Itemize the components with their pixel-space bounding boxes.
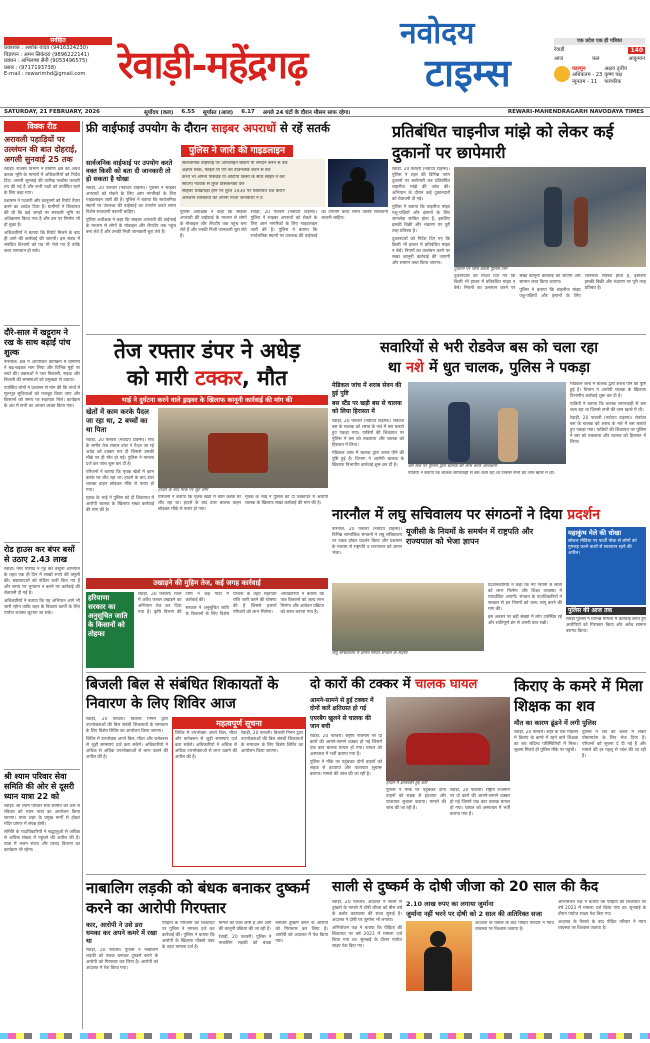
tag-line: अनुसूचित जाति	[88, 612, 128, 620]
publisher-line: विज्ञापन : अमन सिकंदरा (9896222141)	[4, 51, 90, 58]
paragraph: रेवाड़ी, 20 फरवरी (नवोदय टाइम्स)। रोडवेज बस के चालक को शराब के नशे में बस चलाते हुए पकड़ा गया। यात्रियों की शिकायत पर पुलिस ने बस को रुकवाया और चालक को हिरासत में लिया।	[570, 416, 646, 445]
crop-tag	[86, 592, 134, 668]
headline-line: तेज रफ्तार डंपर ने अधेड़	[113, 339, 301, 363]
publisher-line: प्रबंधन : अभिलाषा सैनी (9053496575)	[4, 58, 88, 65]
paragraph: प्रदर्शनकारियों ने कहा कि नए नियमों से छात्रों को लाभ मिलेगा और शिक्षा व्यवस्था में पारदर्शिता आएगी। संगठन के पदाधिकारियों ने सरकार से इन नियमों को जल्द लागू करने की मांग की।	[488, 583, 562, 612]
sidebar-story-body	[4, 167, 80, 323]
collision-deck: एयरबैग खुलने से चालक की जान बची	[310, 715, 371, 730]
paragraph: परिजनों ने बताया कि मृतक खेतों में काम करके घर लौट रहा था। हादसे के बाद डंपर चालक वाहन छोड़कर मौके से फरार हो गया।	[86, 470, 154, 493]
paragraph: रेवाड़ी, 20 फरवरी (नवोदय टाइम्स)। पुलिस ने साइबर अपराधों को रोकने के लिए आम नागरिकों के लिए गाइडलाइन जारी की है। पुलिस ने बताया कि सार्वजनिक स्थानों पर उपलब्ध फ्री वाईफाई का उपयोग करते समय विशेष सावधानी बरतनी चाहिए।	[250, 210, 388, 239]
kidnap-story	[86, 878, 328, 1028]
date-strip	[0, 107, 650, 117]
dumper-story	[86, 338, 328, 576]
panchang-month: फाल्गुन	[572, 65, 586, 72]
paragraph: रेवाड़ी, 20 फरवरी। पुलिस ने नाबालिग लड़की को बंधक बनाकर दुष्कर्म करने के आरोपी को गिरफ्तार कर लिया है। आरोपी को अदालत में पेश किया गया।	[218, 921, 328, 946]
paragraph: अधिकारियों ने बताया कि रिपोर्ट मिलने के बाद ही आगे की कार्रवाई की जाएगी। इस संबंध में संबंधित विभागों को पत्र भी भेजे गए हैं ताकि जल्द समाधान हो सके।	[4, 231, 80, 254]
paragraph: रेवाड़ी, 20 फरवरी। राष्ट्रीय राजमार्ग पर दो कारों की आमने-सामने टक्कर हो गई जिसमें एक कार चालक घायल हो गया। घायल को अस्पताल में भर्ती कराया गया है।	[450, 788, 510, 817]
masthead	[0, 0, 650, 116]
kidnap-deck: कार, आरोपी ने उसे डरा धमका कर अपने कमरे में रखा था	[86, 921, 157, 945]
electric-notice-body	[173, 729, 305, 865]
sentence-story	[332, 878, 646, 1028]
aqi-value: 140	[630, 47, 643, 54]
bullet-item: कभी भी अपना पासवर्ड या ओटीपी किसी के साथ साझा न करें	[182, 175, 285, 180]
headline-part: साइबर अपराधों	[211, 121, 277, 135]
sentence-deck: जुर्माना नहीं भरने पर दोषी को 2 साल की अतिरिक्त सजा	[406, 910, 542, 918]
cyber-deck: सार्वजनिक वाईफाई पर उपयोग करते वक्त किसी को बता दी जानकारी तो हो सकता है धोखा	[86, 159, 173, 183]
headline-part: था	[387, 360, 406, 376]
edition-box	[554, 38, 645, 100]
dumper-photo	[158, 408, 328, 488]
paragraph: अभियोजन पक्ष ने बताया कि पीड़िता की शिकायत पर वर्ष 2023 में मामला दर्ज किया गया था। सुनवाई के दौरान पर्याप्त साक्ष्य पेश किए गए।	[332, 926, 402, 949]
paragraph: उपस्थित लोगों ने प्रशासन से मांग की कि गांवों में मूलभूत सुविधाओं को मजबूत किया जाए और किसानों को समय पर सहायता मिले। कार्यक्रम के अंत में सभी का आभार व्यक्त किया गया।	[4, 386, 80, 409]
paragraph: इस अवसर पर बड़ी संख्या में लोग उपस्थित रहे और शांतिपूर्ण ढंग से अपनी बात रखी।	[488, 615, 562, 626]
paragraph: पुलिस ने मौके पर पहुंचकर दोनों वाहनों को सड़क से हटवाया और यातायात सुचारू कराया। मामले की जांच की जा रही है।	[310, 760, 382, 777]
cyber-headline	[86, 121, 388, 136]
sentence-headline: साली से दुष्कर्म के दोषी जीजा को 20 साल की कैद	[332, 879, 599, 895]
narnaul-subhead: यूजीसी के नियमों के समर्थन में राष्ट्रपति और राज्यपाल को भेजा ज्ञापन	[406, 527, 534, 546]
sentence-body	[332, 900, 402, 1018]
paragraph: मृतक के भाई ने पुलिस को दी शिकायत में आरोपी चालक के खिलाफ सख्त कार्रवाई की मांग की है।	[245, 495, 328, 506]
paragraph: मृतक के भाई ने पुलिस को दी शिकायत में आरोपी चालक के खिलाफ सख्त कार्रवाई की मांग की है।	[86, 496, 154, 513]
date-en: SATURDAY, 21 FEBRUARY, 2026	[4, 109, 100, 115]
sun-icon	[554, 66, 570, 82]
notice-box	[566, 527, 646, 605]
city-name: रेवाड़ी	[554, 47, 565, 53]
sunrise-label: सूर्योदय (कल)	[144, 110, 174, 116]
bullet-item: साइबर धोखाधड़ी होने पर तुरंत 1930 पर शिकायत दर्ज कराएं	[182, 189, 285, 194]
paragraph: रेवाड़ी, 20 फरवरी। बिजली निगम द्वारा उपभोक्ताओं की बिल संबंधी शिकायतों के समाधान के लिए विशेष शिविर का आयोजन किया जाएगा।	[241, 731, 303, 754]
dumper-subhead: भाई ने दुर्घटना करने वाले ड्राइवर के खिलाफ कानूनी कार्रवाई की मांग की	[86, 395, 328, 405]
paragraph: रेवाड़ी, 20 फरवरी। शहर के एक मोहल्ले में किराए के कमरे में रहने वाले शिक्षक का शव संदिग्ध परिस्थितियों में मिला। सूचना मिलते ही पुलिस मौके पर पहुंची।	[514, 730, 578, 753]
police-box-body: रेवाड़ी पुलिस ने विभिन्न मामलों में कार्रवाई करते हुए आरोपियों को गिरफ्तार किया और अवैध सामान बरामद किया।	[566, 617, 646, 634]
roadways-headline	[332, 338, 646, 378]
paragraph: पुलिस ने बताया कि चाइनीज मांझा पशु-पक्षियों और इंसानों के लिए जानलेवा साबित होता है, इसलिए इसकी बिक्री और भंडारण पर पूरी तरह प्रतिबंध है।	[519, 274, 646, 299]
sidebar-story-title: श्री श्याम परिवार सेवा समिति की ओर से दूसरी ध्यान यात्रा 22 को	[4, 772, 75, 801]
manjha-story	[392, 121, 646, 333]
paragraph: रेवाड़ी, 20 फरवरी (नवोदय टाइम्स)। रोडवेज बस के चालक को शराब के नशे में बस चलाते हुए पकड़ा गया। यात्रियों की शिकायत पर पुलिस ने बस को रुकवाया और चालक को हिरासत में लिया।	[332, 419, 404, 448]
kidnap-body	[162, 921, 328, 1021]
electric-body	[86, 717, 168, 867]
dumper-body	[158, 495, 328, 557]
paragraph: अधिकारियों ने बताया कि पात्र किसानों को जल्द लाभ मिलेगा और आवेदन प्रक्रिया को सरल बनाया गया है।	[280, 592, 324, 615]
sidebar-story-body	[4, 804, 80, 1029]
tag-line: के किसानों को	[88, 621, 125, 629]
bullet-item: संदिग्ध नेटवर्क से तुरंत डिसकनेक्ट करें	[182, 182, 245, 187]
rent-deck: मौत का कारण ढूंढने में लगी पुलिस	[514, 719, 597, 727]
paragraph: रेवाड़ी, 20 फरवरी। राष्ट्रीय राजमार्ग पर दो कारों की आमने-सामने टक्कर हो गई जिसमें एक कार चालक घायल हो गया। घायल को अस्पताल में भर्ती कराया गया है।	[310, 734, 382, 757]
tag-line: सरकार का	[88, 603, 116, 611]
tag-line: तोहफा	[88, 630, 105, 638]
notice-title: महत्वपूर्ण सूचना	[173, 718, 305, 729]
sidebar-story-title: दौरे-साल में खट्टूराम ने रख के साथ बढ़ाईं पांच शुल्क	[4, 328, 71, 357]
headline-part: , मौत	[241, 366, 288, 390]
paragraph: रेवाड़ी, 20 फरवरी। जिले में अवैध फसल उखाड़ने का अभियान तेज कर दिया गया है। कृषि विभाग की टीमों ने कई गांवों में कार्रवाई की।	[138, 592, 229, 615]
paragraph: दुकानदारों को निर्देश दिए गए कि किसी भी हालत में प्रतिबंधित मांझा न बेचें। नियमों का उल्लंघन करने पर सख्त कानूनी कार्रवाई की जाएगी और सामान जब्त किया जाएगा।	[392, 237, 450, 266]
paragraph: पीड़िता के परिजनों की शिकायत पर पुलिस ने मामला दर्ज कर कार्रवाई की। पुलिस ने बताया कि आरोपी के खिलाफ पॉक्सो एक्ट के तहत मामला दर्ज है।	[162, 921, 215, 950]
title-part2-bottom: टाइम्स	[425, 50, 511, 95]
rent-headline: किराए के कमरे में मिला शिक्षक का शव	[514, 677, 643, 715]
notice-box-body: सोशल मीडिया पर फर्जी पोस्ट से लोगों को गुमराह करने वालों से सावधान रहने की अपील।	[568, 539, 637, 556]
silhouette-photo	[406, 921, 472, 991]
paper-name-en: REWARI-MAHENDRAGARH NAVODAYA TIMES	[507, 109, 644, 115]
roadways-story	[332, 338, 646, 500]
paragraph: सरकार ने अनुसूचित जाति के किसानों के लिए विशेष योजना के तहत सहायता राशि जारी करने की घोषणा की है जिससे हजारों परिवारों को लाभ मिलेगा।	[185, 592, 277, 617]
paragraph: अधिकारियों ने बताया कि यह अभियान आगे भी जारी रहेगा ताकि शहर के विकास कार्यों के लिए पर्याप्त राजस्व जुटाया जा सके।	[4, 599, 80, 616]
paragraph: मेडिकल जांच में चालक द्वारा शराब पीने की पुष्टि हुई है। विभाग ने आरोपी चालक के खिलाफ विभागीय कार्रवाई शुरू कर दी है।	[332, 451, 404, 468]
hacker-photo	[328, 159, 388, 207]
paragraph: पुलिस ने मौके पर पहुंचकर दोनों वाहनों को सड़क से हटवाया और यातायात सुचारू कराया। मामले की जांच की जा रही है।	[386, 788, 446, 811]
paragraph: शिविर में उपभोक्ता अपने बिल, मीटर और कनेक्शन से जुड़ी समस्याएं दर्ज करा सकेंगे। अधिकारियों ने अधिक से अधिक उपभोक्ताओं से लाभ उठाने की अपील की है।	[86, 737, 168, 760]
kidnap-headline: नाबालिग लड़की को बंधक बनाकर दुष्कर्म करने का आरोपी गिरफ्तार	[86, 879, 310, 917]
headline-line: सवारियों से भरी रोडवेज बस को चला रहा	[380, 340, 598, 356]
paragraph: रेवाड़ी, 20 फरवरी। बिजली निगम द्वारा उपभोक्ताओं की बिल संबंधी शिकायतों के समाधान के लिए विशेष शिविर का आयोजन किया जाएगा।	[86, 717, 168, 734]
panchang-min: न्यूनतम - 11	[572, 78, 598, 85]
publisher-line: प्रकाशक : अशोक यादव (9416324230)	[4, 45, 88, 51]
weather-tomorrow: कल	[592, 56, 600, 62]
title-part1: रेवाड़ी-महेंद्रगढ़	[118, 42, 308, 87]
manjha-photo	[454, 167, 646, 267]
publisher-line: प्रसार : (9717193738)	[4, 64, 57, 71]
paragraph: अभियोजन पक्ष ने बताया कि पीड़िता की शिकायत पर वर्ष 2023 में मामला दर्ज किया गया था। सुनवाई के दौरान पर्याप्त साक्ष्य पेश किए गए।	[558, 900, 646, 917]
roadways-body	[570, 382, 646, 500]
roadways-body	[408, 471, 566, 493]
headline-part: प्रदर्शन	[567, 507, 600, 523]
paragraph: अदालत के फैसले के बाद पीड़ित परिवार ने न्याय व्यवस्था पर विश्वास जताया है।	[475, 921, 554, 932]
title-part2-top: नवोदय	[400, 16, 475, 51]
rent-story	[514, 676, 646, 872]
collision-deck: आमने-सामने से हुई टक्कर में दोनों कारें क्षतिग्रस्त हो गई	[310, 697, 374, 712]
collision-caption: हादसे में क्षतिग्रस्त हुई कार	[386, 781, 428, 786]
narnaul-photo-caption: लघु सचिवालय में ज्ञापन सौंपते संगठन के सदस्य	[332, 651, 408, 656]
sidebar-story-title: अरावली पहाड़ियों पर उल्लंघन की बात दोहराई, अगली सुनवाई 25 तक	[4, 135, 78, 164]
paragraph: रेवाड़ी, 20 फरवरी (नवोदय टाइम्स)। पुलिस ने शहर की विभिन्न पतंग दुकानों पर छापेमारी कर प्रतिबंधित चाइनीज मांझे की जांच की। अभियान के दौरान कई दुकानदारों को चेतावनी दी गई।	[392, 167, 450, 202]
headline-part: को मारी	[126, 366, 196, 390]
collision-photo	[386, 697, 510, 781]
narnaul-headline	[332, 506, 646, 524]
sunset-label: सूर्यास्त (आज)	[202, 110, 234, 116]
weather-ticker: अगले 24 घंटों के दौरान मौसम साफ रहेगा।	[262, 110, 351, 116]
electric-headline: बिजली बिल से संबंधित शिकायतों के निवारण के लिए शिविर आज	[86, 677, 279, 712]
roadways-deck: बस स्टैंड पर खड़ी बस से चालक को लिया हिरासत में	[332, 400, 402, 415]
roadways-photo	[408, 382, 566, 464]
headline-part: में धुत चालक, पुलिस ने पकड़ा	[423, 360, 591, 376]
paragraph: परिजनों ने बताया कि मृतक खेतों में काम करके घर लौट रहा था। हादसे के बाद डंपर चालक वाहन छोड़कर मौके से फरार हो गया।	[158, 495, 241, 512]
sentence-body	[558, 900, 646, 1018]
roadways-caption: बस स्टैंड पर पुलिस द्वारा चालक की जांच करते अधिकारी	[408, 464, 498, 469]
tag-line: हरियाणा	[88, 594, 110, 602]
paragraph: दुकानदारों को निर्देश दिए गए कि किसी भी हालत में प्रतिबंधित मांझा न बेचें। नियमों का उल्लंघन करने पर सख्त कानूनी कार्रवाई की जाएगी और सामान जब्त किया जाएगा।	[454, 274, 581, 291]
crop-body	[138, 592, 324, 668]
paragraph: प्रशासन ने पटवारी और कानूनगो को रिपोर्ट तैयार करने का आदेश दिया है। ग्रामीणों ने शिकायत की थी कि कई जगहों पर सरकारी भूमि पर अतिक्रमण किया गया है और उस पर निर्माण भी हो चुका है।	[4, 199, 80, 228]
dumper-deck: खेतों में काम करके पैदल जा रहा था, 2 बच्चों का था पिता	[86, 408, 149, 434]
paragraph: रेवाड़ी, 20 फरवरी। पुलिस ने नाबालिग लड़की को बंधक बनाकर दुष्कर्म करने के आरोपी को गिरफ्तार कर लिया है। आरोपी को अदालत में पेश किया गया।	[86, 948, 158, 971]
roadways-body	[332, 419, 404, 489]
sentence-deck: 2.10 लाख रुपए का लगाया जुर्माना	[406, 900, 494, 908]
paragraph: पुलिस ने शव को कब्जे में लेकर पोस्टमार्टम के लिए भेज दिया है। परिजनों को सूचना दे दी गई है और मामले की हर पहलू से जांच की जा रही है।	[582, 730, 646, 759]
sidebar-header: विक्क रीड	[4, 121, 80, 132]
manjha-body	[454, 274, 646, 326]
collision-story	[310, 676, 510, 872]
sentence-body	[475, 921, 554, 991]
paragraph: नारनौल, 20 फरवरी (नवोदय टाइम्स)। विभिन्न सामाजिक संगठनों ने लघु सचिवालय पर एकत्र होकर प्रदर्शन किया और प्रशासन के माध्यम से राष्ट्रपति व राज्यपाल को ज्ञापन भेजा।	[332, 527, 402, 556]
cyber-bullet-box	[180, 159, 325, 207]
sidebar-story-body	[4, 567, 80, 767]
sidebar	[4, 121, 80, 1029]
paragraph: रेवाड़ी, 20 फरवरी (नवोदय टाइम्स)। गांव के समीप तेज रफ्तार डंपर ने पैदल जा रहे अधेड़ को टक्कर मार दी जिससे उसकी मौके पर ही मौत हो गई। पुलिस ने मामला दर्ज कर जांच शुरू कर दी है।	[86, 438, 154, 467]
paragraph: मामले की जांच जारी है और आगे की कानूनी प्रक्रिया की जा रही है।	[218, 921, 272, 932]
narnaul-story	[332, 506, 646, 668]
manjha-headline: प्रतिबंधित चाइनीज मांझे को लेकर कई दुकानों पर छापेमारी	[392, 122, 614, 162]
paragraph: नारनौल। क्षेत्र में आयोजित कार्यक्रम में ग्रामीणों ने बढ़-चढ़कर भाग लिया और विभिन्न मुद्दों पर चर्चा की। वक्ताओं ने जल निकासी, सड़क और बिजली की समस्याओं को प्रमुखता से उठाया।	[4, 360, 80, 383]
dumper-photo-caption: हादसे के बाद मौके पर जुटे लोग	[158, 488, 208, 493]
paragraph: मेडिकल जांच में चालक द्वारा शराब पीने की पुष्टि हुई है। विभाग ने आरोपी चालक के खिलाफ विभागीय कार्रवाई शुरू कर दी है।	[570, 382, 646, 399]
paragraph: पुलिस अधीक्षक ने कहा कि साइबर अपराधी फ्री वाईफाई के माध्यम से लोगों के मोबाइल और लैपटॉप तक पहुंच बना लेते हैं और उनकी निजी जानकारी चुरा लेते हैं।	[86, 218, 176, 235]
cyber-body	[86, 186, 176, 324]
roadways-deck: मेडिकल जांच में शराब सेवन की हुई पुष्टि	[332, 382, 402, 397]
panchang-paksha: कृष्ण पक्ष	[604, 72, 623, 79]
headline-part: नारनौल में लघु सचिवालय पर संगठनों ने दिया	[332, 507, 568, 523]
paragraph: अदालत के फैसले के बाद पीड़ित परिवार ने न्याय व्यवस्था पर विश्वास जताया है।	[558, 920, 646, 931]
panchang-max: अधिकतम - 23	[572, 72, 603, 79]
dumper-headline	[86, 338, 328, 392]
paragraph: रेवाड़ी। राजस्व विभाग ने ग्रामीण क्षेत्र की अवैध कब्जा भूमि के मामलों में अधिकारियों को निर्देश दिए। अगली सुनवाई की तारीख पच्चीस फरवरी तय की गई है और सभी पक्षों को उपस्थित रहने के लिए कहा गया।	[4, 167, 80, 196]
narnaul-body	[332, 527, 402, 583]
narnaul-photo	[332, 583, 484, 651]
paragraph: रेवाड़ी। श्री श्याम परिवार सेवा समिति की ओर से रविवार को ध्यान यात्रा का आयोजन किया जाएगा। यात्रा शहर के प्रमुख मार्गों से होकर मंदिर प्रांगण में संपन्न होगी।	[4, 804, 80, 827]
paragraph: रेवाड़ी, 20 फरवरी। अदालत ने साली से दुष्कर्म के मामले में दोषी जीजा को बीस वर्ष के कठोर कारावास की सजा सुनाई है। अदालत ने दोषी पर जुर्माना भी लगाया।	[332, 900, 402, 923]
cyber-subhead: पुलिस ने जारी की गाइडलाइन	[181, 145, 293, 157]
cyber-body	[180, 210, 388, 310]
rent-body	[514, 730, 646, 850]
edition-label: एक प्रदेश एक ही पत्रिका	[554, 38, 645, 45]
cyber-story	[86, 121, 388, 333]
manjha-caption: दुकानों पर जांच करती पुलिस टीम	[454, 267, 508, 272]
publisher-email: E-mail : rewarimhd@gmail.com	[4, 71, 86, 78]
paragraph: यात्रियों ने बताया कि चालक लापरवाही से बस चला रहा था जिससे सभी की जान खतरे में थी।	[570, 402, 646, 413]
collision-body	[386, 788, 510, 854]
panchang-note: पारंपरिक	[604, 78, 622, 85]
bullet-item: सार्वजनिक वाईफाई पर ऑनलाइन बैंकिंग या लेनदेन करने से बचें	[182, 161, 288, 166]
paragraph: समिति के पदाधिकारियों ने श्रद्धालुओं से अधिक से अधिक संख्या में पहुंचने की अपील की है। यात्रा में भजन संध्या और प्रसाद वितरण का कार्यक्रम भी रहेगा।	[4, 830, 80, 853]
paragraph: शिविर में उपभोक्ता अपने बिल, मीटर और कनेक्शन से जुड़ी समस्याएं दर्ज करा सकेंगे। अधिकारियों ने अधिक से अधिक उपभोक्ताओं से लाभ उठाने की अपील की है।	[175, 731, 237, 760]
police-box-title: पुलिस की आज तक	[566, 607, 646, 615]
kidnap-body	[86, 948, 158, 1012]
bullet-item: अनजान व्यक्तियों को अपनी निजी जानकारी न दें	[182, 196, 263, 201]
sidebar-story-body	[4, 360, 80, 540]
notice-box-title: महाकुंभ मेले की धोखा	[568, 529, 622, 537]
panchang-tithi: अक्षय तृतीय	[604, 65, 627, 72]
color-registration-bar	[0, 1033, 650, 1039]
headline-part: टक्कर	[195, 366, 242, 390]
collision-headline	[310, 676, 510, 694]
paragraph: पुलिस अधीक्षक ने कहा कि साइबर अपराधी फ्री वाईफाई के माध्यम से लोगों के मोबाइल और लैपटॉप तक पहुंच बना लेते हैं और उनकी निजी जानकारी चुरा लेते हैं।	[180, 210, 247, 239]
paragraph: पुलिस ने बताया कि चाइनीज मांझा पशु-पक्षियों और इंसानों के लिए जानलेवा साबित होता है, इसलिए इसकी बिक्री और भंडारण पर पूरी तरह प्रतिबंध है।	[392, 205, 450, 234]
headline-part: से रहें सतर्क	[276, 121, 330, 135]
paragraph: यात्रियों ने बताया कि चालक लापरवाही से बस चला रहा था जिससे सभी की जान खतरे में थी।	[408, 471, 555, 476]
headline-part: चालक घायल	[415, 677, 478, 692]
weather-today: आज	[554, 56, 564, 62]
paragraph: रेवाड़ी। नगर परिषद ने गृह कर वसूली अभियान के तहत एक ही दिन में लाखों रुपये की वसूली की। बकायादारों को नोटिस जारी किए गए हैं और समय पर भुगतान न करने पर कार्रवाई की चेतावनी दी गई है।	[4, 567, 80, 596]
electric-story	[86, 676, 306, 872]
publisher-box	[4, 37, 112, 97]
bullet-item: अज्ञात लिंक, फाइल या ऐप को डाउनलोड करने से बचें	[182, 168, 271, 173]
manjha-body	[392, 167, 450, 327]
paragraph: रेवाड़ी, 20 फरवरी (नवोदय टाइम्स)। पुलिस ने साइबर अपराधों को रोकने के लिए आम नागरिकों के लिए गाइडलाइन जारी की है। पुलिस ने बताया कि सार्वजनिक स्थानों पर उपलब्ध फ्री वाईफाई का उपयोग करते समय विशेष सावधानी बरतनी चाहिए।	[86, 186, 176, 215]
sidebar-story-title: रोड हाउस कर बंपर बसों से उठाए 2.43 लाख	[4, 545, 75, 564]
sunrise-time: 6.55	[181, 109, 195, 115]
sunset-time: 6.17	[241, 109, 255, 115]
collision-body	[310, 734, 382, 826]
publisher-label: सर्वहित	[4, 37, 112, 45]
crop-strip	[86, 578, 328, 670]
weather-forecast: आकुमान	[628, 56, 645, 62]
dumper-body	[86, 438, 154, 556]
headline-part: फ्री वाईफाई उपयोग के दौरान	[86, 121, 212, 135]
crop-headline: उखाड़ने की मुहिम तेज, कई जगह कार्रवाई	[86, 578, 328, 589]
narnaul-body	[488, 583, 562, 659]
headline-part: नशे	[406, 360, 424, 376]
headline-part: दो कारों की टक्कर में	[310, 677, 415, 692]
